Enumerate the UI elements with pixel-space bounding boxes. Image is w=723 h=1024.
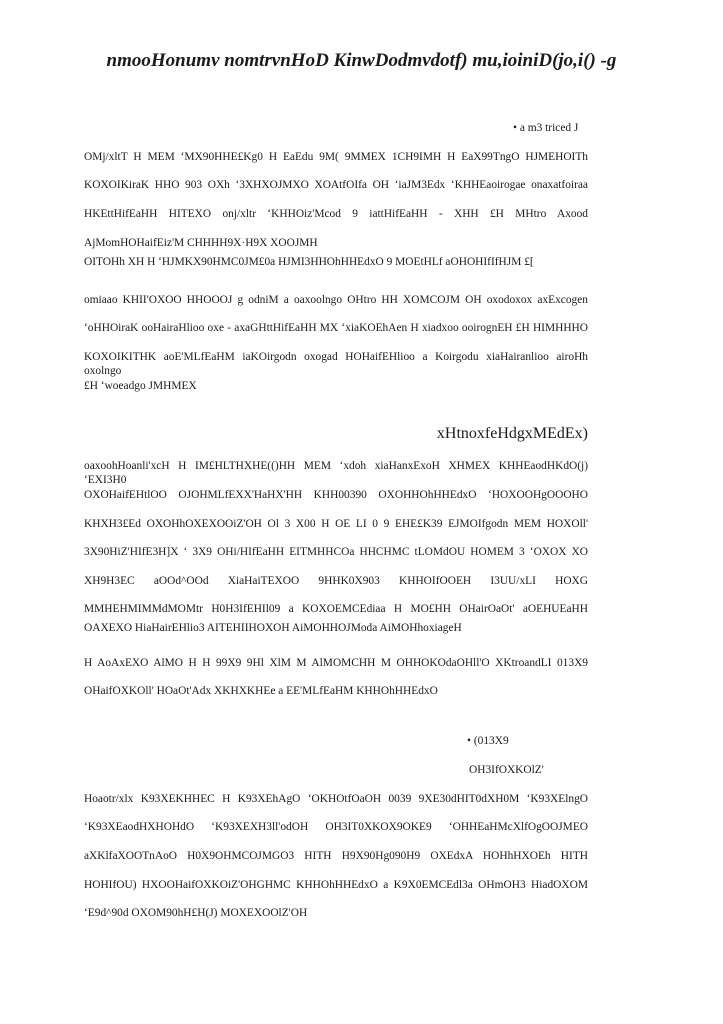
text-line: OXOHaifEHtlOO OJOHMLfEXX'HaHX'HH KHH00390 OXOHHOhHHEdxO ‘HOXOOHgOOOHO	[84, 489, 588, 501]
text-line: HOHIfOU) HXOOHaifOXKOiZ'OHGHMC KHHOhHHEdxO a K9X0EMCEdl3a OHmOH3 HiadOXOM	[84, 879, 588, 891]
text-line: 3X90HiZ'HIfE3H]X ‘ 3X9 OHi/HIfEaHH EITMHHCOa HHCHMC tLOMdOU HOMEM 3 ‘OXOX XO	[84, 546, 588, 558]
right-note: • a m3 triced J	[513, 122, 579, 134]
text-line: KHXH3£Ed OXOHhOXEXOOiZ'OH Ol 3 X00 H OE LI 0 9 EHE£K39 EJMOIfgodn MEM HOXOll'	[84, 518, 588, 530]
text-line: KOXOIKITHK aoE'MLfEaHM iaKOirgodn oxogad HOHaifEHlioo a Koirgodu xiaHairanlioo airoHh oxolngo	[84, 351, 588, 377]
text-line: aXKlfaXOOTnAoO H0X9OHMCOJMGO3 HITH H9X90Hg090H9 OXEdxA HOHhHXOEh HITH	[84, 850, 588, 862]
text-line: XH9H3EC aOOd^OOd XiaHaiTEXOO 9HHK0X903 KHHOIfOOEH I3UU/xLI HOXG	[84, 575, 588, 587]
text-line: oaxoohHoanli'xcH H IM£HLTHXHE(()HH MEM ‘xdoh xiaHanxExoH XHMEX KHHEaodHKdO(j) ‘EXI3H0	[84, 460, 588, 486]
text-line: ‘oHHOiraK ooHairaHlioo oxe - axaGHttHifEaHH MX ‘xiaKOEhAen H xiadxoo ooirognEH £H HIMHHHO	[84, 322, 588, 334]
document-title: nmooHonumv nomtrvnHoD KinwDodmvdotf) mu,ioiniD(jo,i() -g	[106, 50, 617, 71]
text-line: OHaifOXKOll' HOaOt'Adx XKHXKHEe a EE'MLfEaHM KHHOhHHEdxO	[84, 685, 438, 697]
section-heading: xHtnoxfeHdgxMEdEx)	[436, 425, 588, 442]
text-line: H AoAxEXO AlMO H H 99X9 9Hl XlM M AlMOMCHH M OHHOKOdaOHll'O XKtroandLI 013X9	[84, 657, 588, 669]
text-line: £H ‘woeadgo JMHMEX	[84, 380, 197, 392]
text-line: OMj/xltT H MEM ‘MX90HHE£Kg0 H EaEdu 9M( 9MMEX 1CH9IMH H EaX99TngO HJMEHOITh	[84, 151, 588, 163]
text-line: Hoaotr/xlx K93XEKHHEC H K93XEhAgO ‘OKHOtfOaOH 0039 9XE30dHIT0dXH0M ‘K93XElngO	[84, 793, 588, 805]
text-line: ‘E9d^90d OXOM90hH£H(J) MOXEXOOlZ'OH	[84, 907, 308, 919]
note-bullet: • (013X9	[467, 735, 509, 747]
text-line: AjMomHOHaifEiz'M CHHHH9X·H9X XOOJMH	[84, 237, 318, 249]
note-line: OH3IfOXKOlZ'	[469, 764, 544, 776]
text-line: omiaao KHII'OXOO HHOOOJ g odniM a oaxoolngo OHtro HH XOMCOJM OH oxodoxox axExcogen	[84, 294, 588, 306]
text-line: KOXOIKiraK HHO 903 OXh ‘3XHXOJMXO XOAtfOIfa OH ‘iaJM3Edx ‘KHHEaoirogae onaxatfoiraa	[84, 179, 588, 191]
text-line: OAXEXO HiaHairEHlio3 AITEHIIHOXOH AiMOHHOJModa AiMOHhoxiageH	[84, 622, 462, 634]
text-line: MMHEHMIMMdMOMtr H0H3IfEHIl09 a KOXOEMCEdiaa H MO£HH OHairOaOt' aOEHUEaHH	[84, 603, 588, 615]
text-line: HKEttHifEaHH HITEXO onj/xltr ‘KHHOiz'Mcod 9 iattHifEaHH - XHH £H MHtro Axood	[84, 208, 588, 220]
text-line: OITOHh XH H ‘HJMKX90HMC0JM£0a HJMI3HHOhHHEdxO 9 MOEtHLf aOHOHIfIfHJM £[	[84, 256, 534, 268]
text-line: ‘K93XEaodHXHOHdO ‘K93XEXH3ll'odOH OH3IT0XKOX9OKE9 ‘OHHEaHMcXlfOgOOJMEO	[84, 821, 588, 833]
